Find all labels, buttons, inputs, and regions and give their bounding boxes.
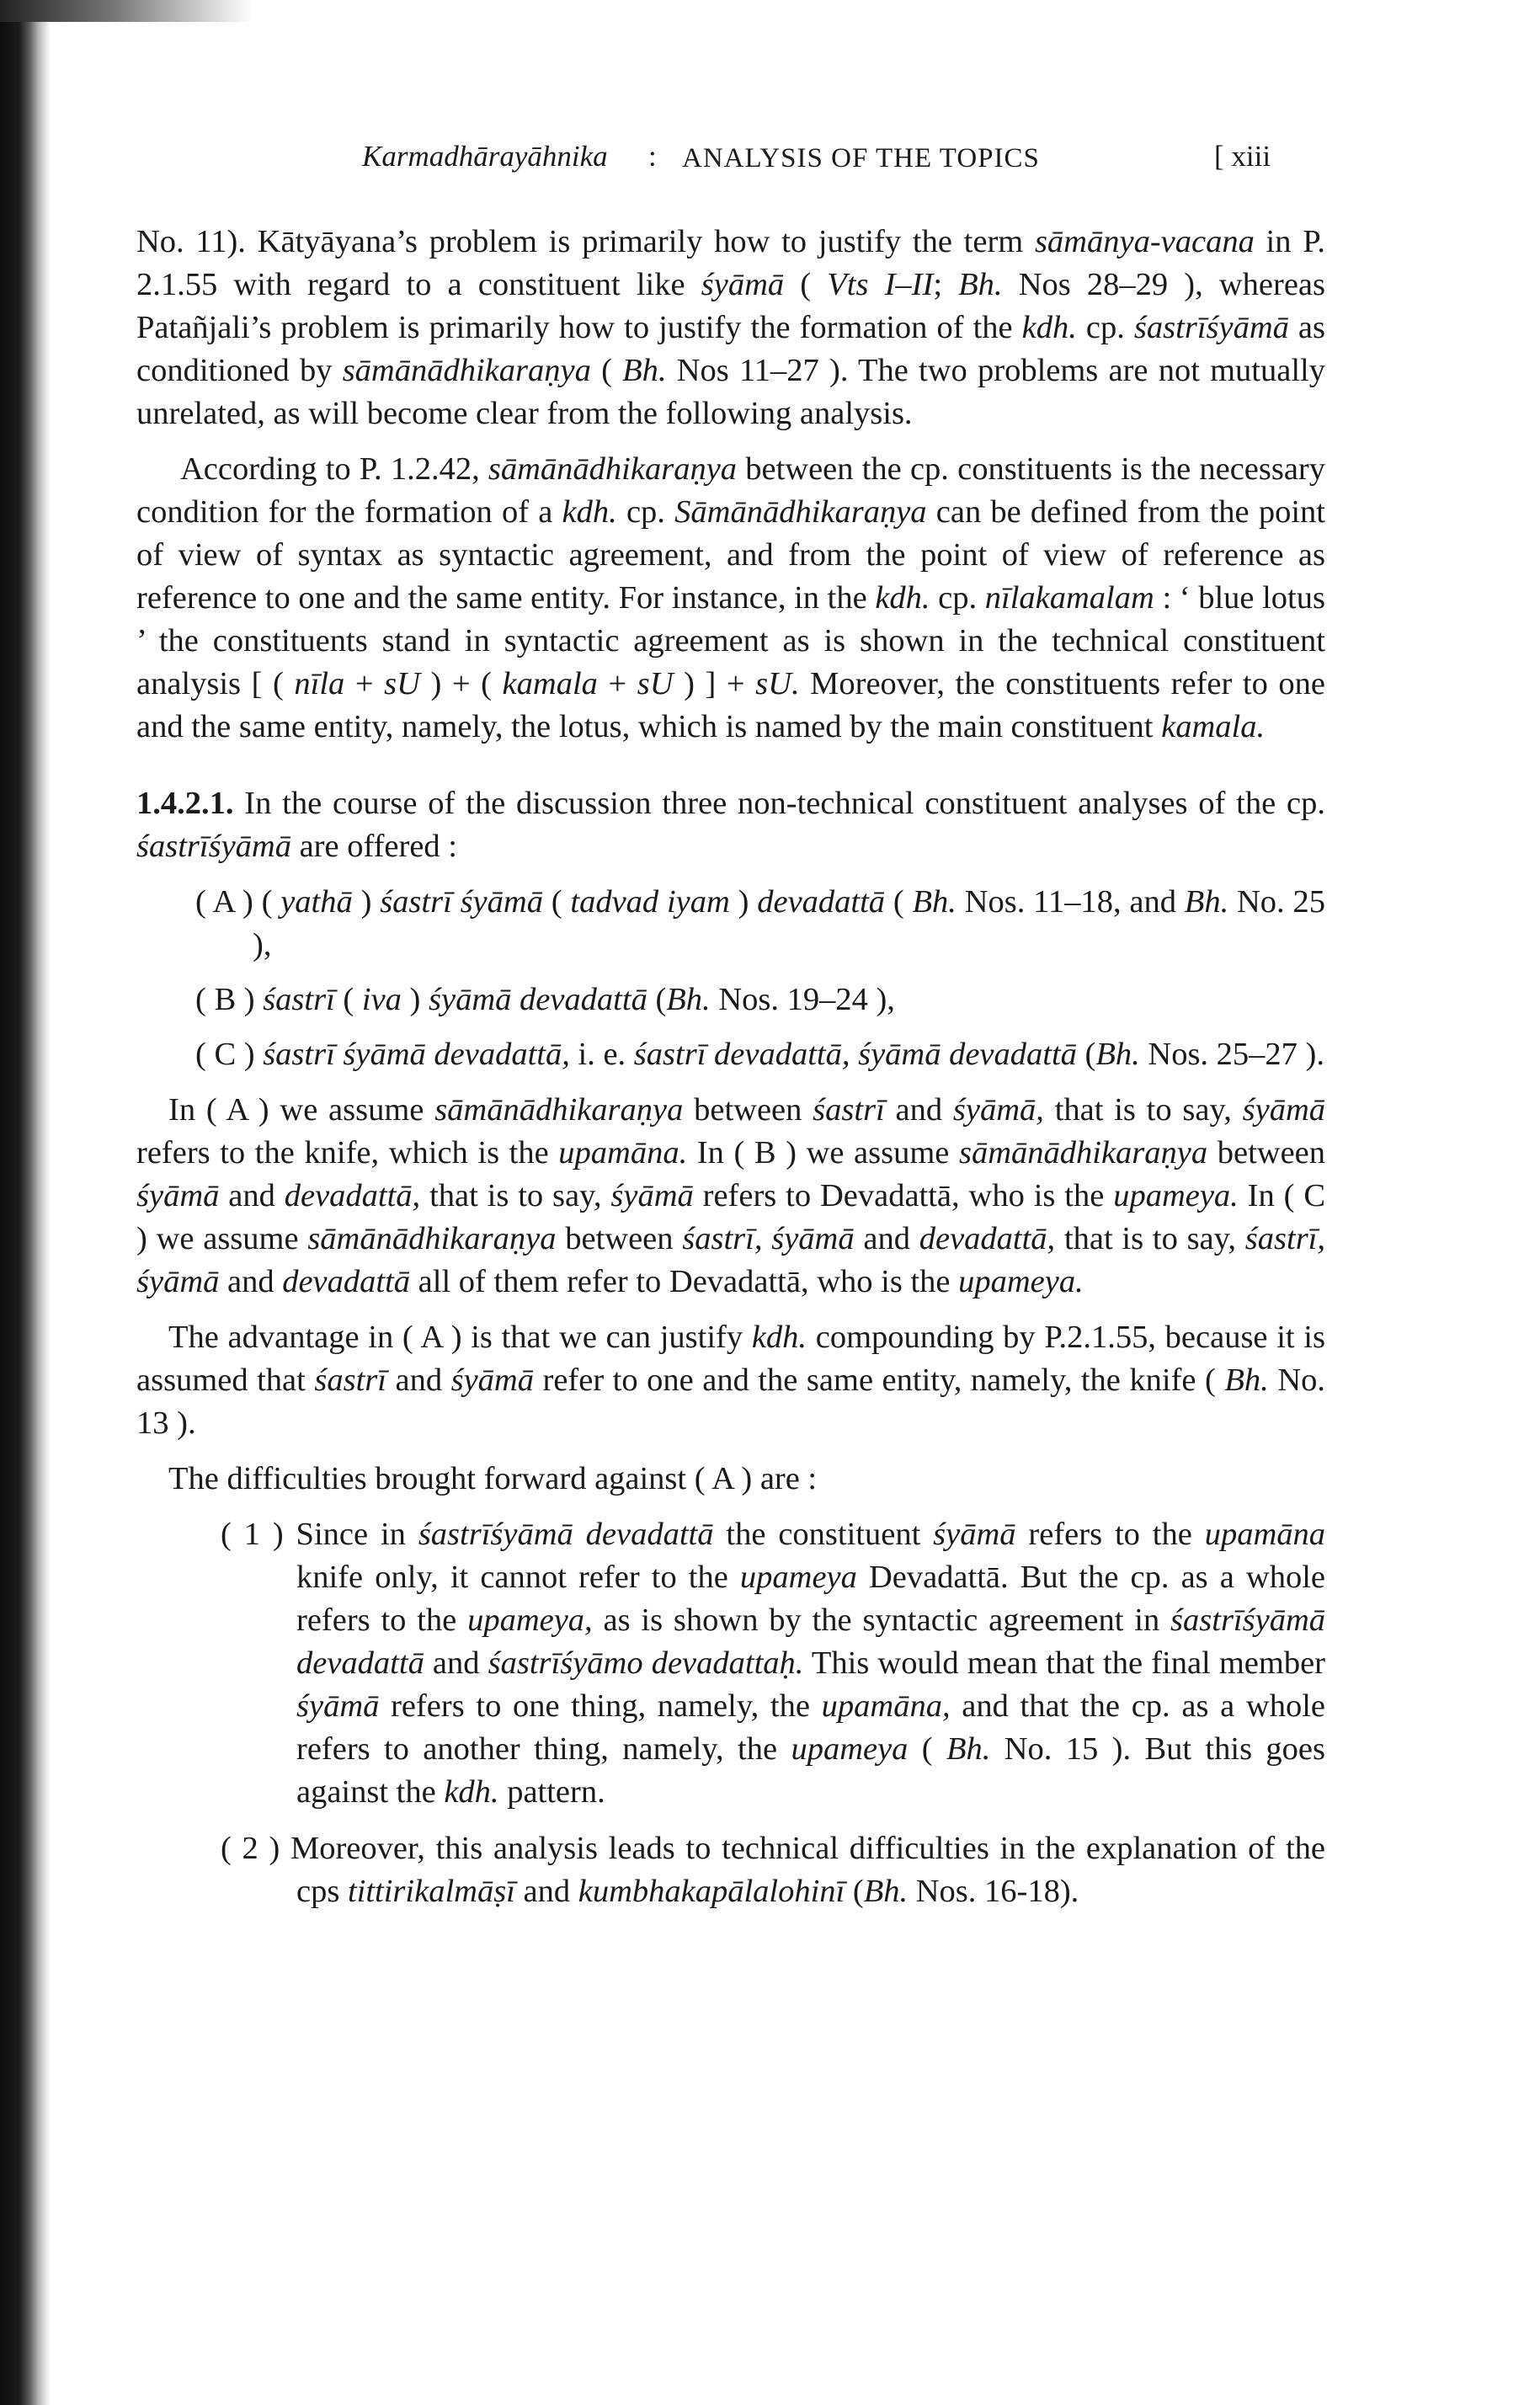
- analysis-item-a: ( A ) ( yathā ) śastrī śyāmā ( tadvad iyam ) devadattā ( Bh. Nos. 11–18, and Bh. No. 25 ),: [195, 884, 1325, 963]
- analysis-list: [136, 881, 1325, 1076]
- difficulty-item-1: ( 1 ) Since in śastrīśyāmā devadattā the constituent śyāmā refers to the upamāna knife only, it cannot refer to the upameya Devadattā. But the cp. as a whole refers to the upameya, as is shown by the syntactic agreement in śastrīśyāmā devadattā and śastrīśyāmo devadattaḥ. This would mean that the final member śyāmā refers to one thing, namely, the upamāna, and that the cp. as a whole refers to another thing, namely, the upameya ( Bh. No. 15 ). But this goes against the kdh. pattern.: [221, 1517, 1326, 1810]
- section-1-4-2-1: 1.4.2.1. In the course of the discussion three non-technical constituent analyses of the cp. śastrīśyāmā are offered :: [136, 786, 1325, 864]
- paragraph-assumptions: In ( A ) we assume sāmānādhikaraṇya between śastrī and śyāmā, that is to say, śyāmā refers to the knife, which is the upamāna. In ( B ) we assume sāmānādhikaraṇya between śyāmā and devadattā, that is to say, śyāmā refers to Devadattā, who is the upameya. In ( C ) we assume sāmānādhikaraṇya between śastrī, śyāmā and devadattā, that is to say, śastrī, śyāmā and devadattā all of them refer to Devadattā, who is the upameya.: [136, 1092, 1326, 1299]
- analysis-item-b: ( B ) śastrī ( iva ) śyāmā devadattā (Bh. Nos. 19–24 ),: [195, 982, 895, 1017]
- paragraph-continuation: No. 11). Kātyāyana’s problem is primarily how to justify the term sāmānya-vacana in P. 2.1.55 with regard to a constituent like śyāmā ( Vts I–II; Bh. Nos 28–29 ), whereas Patañjali’s problem is primarily how to justify the formation of the kdh. cp. śastrīśyāmā as conditioned by sāmānādhikaraṇya ( Bh. Nos 11–27 ). The two problems are not mutually unrelated, as will become clear from the following analysis.: [136, 224, 1325, 431]
- paragraph-samanadhikaranya: According to P. 1.2.42, sāmānādhikaraṇya between the cp. constituents is the necessary condition for the formation of a kdh. cp. Sāmānādhikaraṇya can be defined from the point of view of syntax as syntactic agreement, and from the point of view of reference as reference to one and the same entity. For instance, in the kdh. cp. nīlakamalam : ‘ blue lotus ’ the constituents stand in syntactic agreement as is shown in the technical constituent analysis [ ( nīla + sU ) + ( kamala + sU ) ] + sU. Moreover, the constituents refer to one and the same entity, namely, the lotus, which is named by the main constituent kamala.: [136, 451, 1325, 744]
- scan-corner-shadow: [0, 0, 253, 22]
- paragraph-advantage: The advantage in ( A ) is that we can justify kdh. compounding by P.2.1.55, because it is assumed that śastrī and śyāmā refer to one and the same entity, namely, the knife ( Bh. No. 13 ).: [136, 1320, 1325, 1441]
- header-separator: :: [648, 140, 657, 173]
- paragraph-difficulties: The difficulties brought forward against ( A ) are :: [168, 1461, 818, 1496]
- text-body: [136, 221, 1325, 1913]
- scan-edge-shadow: [0, 0, 51, 2405]
- page-header: [362, 140, 1305, 182]
- section-number: 1.4.2.1.: [136, 786, 234, 821]
- header-running-head: ANALYSIS OF THE TOPICS: [682, 143, 1040, 173]
- difficulty-item-2: ( 2 ) Moreover, this analysis leads to technical difficulties in the explanation of the cps tittirikalmāṣī and kumbhakapālalohinī (Bh. Nos. 16-18).: [221, 1831, 1325, 1909]
- header-page-number: [ xiii: [1214, 140, 1271, 173]
- difficulties-list: [136, 1513, 1325, 1913]
- analysis-item-c: ( C ) śastrī śyāmā devadattā, i. e. śastrī devadattā, śyāmā devadattā (Bh. Nos. 25–27 ).: [195, 1037, 1324, 1072]
- header-title: Karmadhārayāhnika: [362, 140, 608, 173]
